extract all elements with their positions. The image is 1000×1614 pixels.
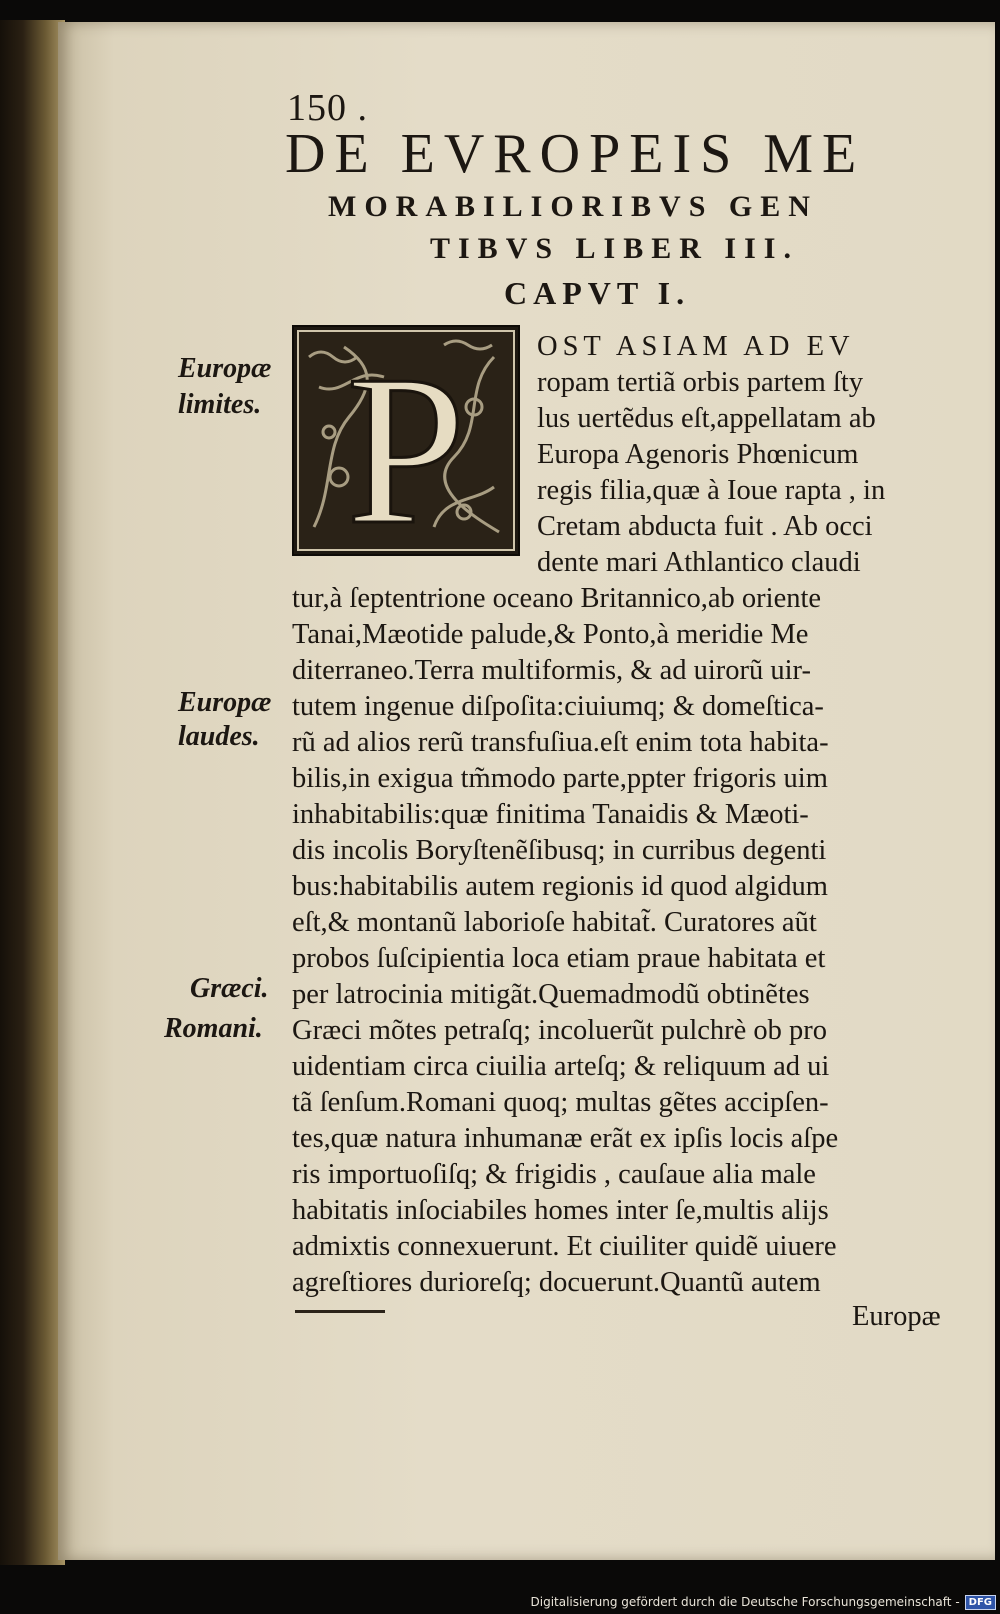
body-line: tutem ingenue diſpoſita:ciuiumq; & domeſtica-: [292, 691, 824, 722]
margin-note-graeci: Græci.: [190, 973, 269, 1004]
body-line: ropam tertiã orbis partem ſty: [537, 367, 864, 398]
body-line: rũ ad alios rerũ transfuſiua.eſt enim tota habita-: [292, 727, 829, 758]
catchword: Europæ: [852, 1301, 941, 1332]
body-line: eſt,& montanũ laborioſe habitat̃. Curatores aũt: [292, 907, 817, 938]
chapter-heading: CAPVT I.: [504, 275, 691, 311]
body-line: agreſtiores durioreſq; docuerunt.Quantũ autem: [292, 1267, 821, 1298]
body-line: Tanai,Mæotide palude,& Ponto,à meridie Me: [292, 619, 809, 650]
title-line-1: DE EVROPEIS ME: [285, 123, 866, 185]
body-line: bilis,in exigua tm̃modo parte,ppter frigoris uim: [292, 763, 828, 794]
ornament-graphic: [294, 327, 518, 554]
body-line: lus uertẽdus eſt,appellatam ab: [537, 403, 876, 434]
body-line: ris importuoſiſq; & frigidis , cauſaue alia male: [292, 1159, 816, 1190]
dfg-logo: DFG: [965, 1595, 996, 1610]
footer-text: Digitalisierung gefördert durch die Deutsche Forschungsgemeinschaft -: [530, 1595, 960, 1609]
body-line: dis incolis Boryſtenẽſibusq; in curribus degenti: [292, 835, 827, 866]
body-line: Cretam abducta fuit . Ab occi: [537, 511, 873, 542]
margin-note-europae-laudes-2: laudes.: [178, 721, 260, 752]
body-line: Europa Agenoris Phœnicum: [537, 439, 859, 470]
margin-note-europae-limites-1: Europæ: [178, 353, 272, 384]
body-line: tã ſenſum.Romani quoq; multas gẽtes accipſen-: [292, 1087, 829, 1118]
page-number: 150 .: [287, 87, 368, 129]
body-line: tes,quæ natura inhumanæ erãt ex ipſis locis aſpe: [292, 1123, 839, 1154]
decorated-initial: [292, 325, 520, 556]
body-line: regis filia,quæ à Ioue rapta , in: [537, 475, 886, 506]
body-line: per latrocinia mitigãt.Quemadmodũ obtinẽtes: [292, 979, 810, 1010]
body-line: uidentiam circa ciuilia arteſq; & reliquum ad ui: [292, 1051, 830, 1082]
body-line: OST ASIAM AD EV: [537, 331, 855, 362]
body-line: probos ſuſcipientia loca etiam praue habitata et: [292, 943, 826, 974]
body-line: habitatis inſociabiles homes inter ſe,multis alijs: [292, 1195, 829, 1226]
initial-letter: P: [346, 330, 466, 554]
digitization-footer: [531, 1592, 997, 1612]
title-line-2: MORABILIORIBVS GEN: [328, 190, 818, 223]
margin-note-europae-laudes-1: Europæ: [178, 687, 272, 718]
book-spine: [0, 20, 65, 1565]
body-line: bus:habitabilis autem regionis id quod algidum: [292, 871, 828, 902]
tail-ornament-rule: [295, 1310, 385, 1313]
margin-note-europae-limites-2: limites.: [178, 389, 262, 420]
body-line: diterraneo.Terra multiformis, & ad uirorũ uir-: [292, 655, 811, 686]
title-line-3: TIBVS LIBER III.: [430, 232, 799, 265]
body-line: tur,à ſeptentrione oceano Britannico,ab oriente: [292, 583, 822, 614]
margin-note-romani: Romani.: [164, 1013, 263, 1044]
body-line: admixtis connexuerunt. Et ciuiliter quidẽ uiuere: [292, 1231, 837, 1262]
body-line: Græci mõtes petraſq; incoluerũt pulchrè ob pro: [292, 1015, 828, 1046]
body-line: dente mari Athlantico claudi: [537, 547, 861, 578]
body-line: inhabitabilis:quæ finitima Tanaidis & Mæoti-: [292, 799, 809, 830]
